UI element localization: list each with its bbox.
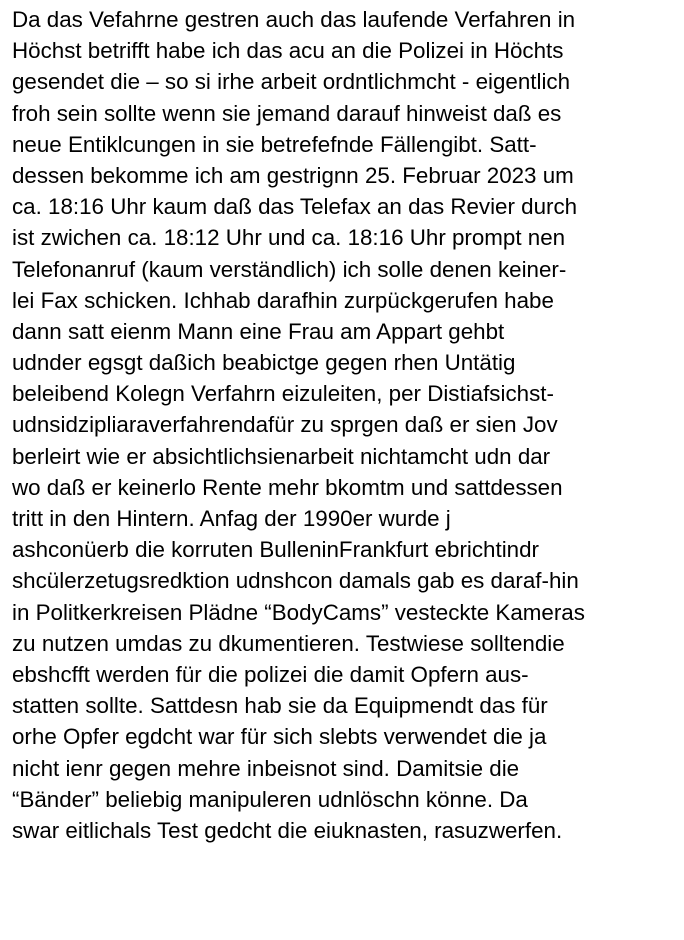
text-line: beleibend Kolegn Verfahrn eizuleiten, per Distiafsichst- bbox=[12, 381, 554, 407]
text-line: shcülerzetugsredktion udnshcon damals gab es daraf-hin bbox=[12, 568, 579, 594]
text-line: statten sollte. Sattdesn hab sie da Equipmendt das für bbox=[12, 693, 548, 719]
text-line: dann satt eienm Mann eine Frau am Appart gehbt bbox=[12, 318, 505, 344]
text-line: ca. 18:16 Uhr kaum daß das Telefax an das Revier durch bbox=[12, 194, 578, 220]
text-line: udnsidzipliaraverfahrendafür zu sprgen daß er sien Jov bbox=[12, 412, 558, 438]
text-line: gesendet die – so si irhe arbeit ordntlichmcht - eigentlich bbox=[12, 69, 571, 95]
text-line: Höchst betrifft habe ich das acu an die Polizei in Höchts bbox=[12, 38, 564, 64]
text-line: “Bänder” beliebig manipuleren udnlöschn könne. Da bbox=[12, 786, 528, 812]
text-line: swar eitlichals Test gedcht die eiuknasten, rasuzwerfen. bbox=[12, 817, 563, 843]
text-line: nicht ienr gegen mehre inbeisnot sind. Damitsie die bbox=[12, 755, 520, 781]
text-line: lei Fax schicken. Ichhab darafhin zurpückgerufen habe bbox=[12, 287, 554, 313]
text-line: tritt in den Hintern. Anfag der 1990er wurde j bbox=[12, 506, 451, 531]
text-line: zu nutzen umdas zu dkumentieren. Testwiese solltendie bbox=[12, 630, 565, 656]
text-line: neue Entiklcungen in sie betrefefnde Fällengibt. Satt- bbox=[12, 131, 537, 157]
text-line: udnder egsgt daßich beabictge gegen rhen Untätig bbox=[12, 350, 516, 376]
text-line: berleirt wie er absichtlichsienarbeit nichtamcht udn dar bbox=[12, 443, 551, 469]
text-line: wo daß er keinerlo Rente mehr bkomtm und sattdessen bbox=[12, 474, 563, 500]
text-line: ebshcfft werden für die polizei die damit Opfern aus- bbox=[12, 661, 529, 687]
text-line: in Politkerkreisen Plädne “BodyCams” vesteckte Kameras bbox=[12, 599, 585, 625]
text-line: ist zwichen ca. 18:12 Uhr und ca. 18:16 Uhr prompt nen bbox=[12, 225, 566, 251]
text-line: dessen bekomme ich am gestrignn 25. Februar 2023 um bbox=[12, 162, 574, 188]
text-line: Telefonanruf (kaum verständlich) ich solle denen keiner- bbox=[12, 256, 567, 282]
text-line: orhe Opfer egdcht war für sich slebts verwendet die ja bbox=[12, 724, 547, 750]
body-text bbox=[12, 4, 680, 846]
text-line: ashconüerb die korruten BulleninFrankfurt ebrichtindr bbox=[12, 537, 539, 563]
text-line: froh sein sollte wenn sie jemand darauf hinweist daß es bbox=[12, 100, 562, 126]
text-line: Da das Vefahrne gestren auch das laufende Verfahren in bbox=[12, 7, 576, 32]
